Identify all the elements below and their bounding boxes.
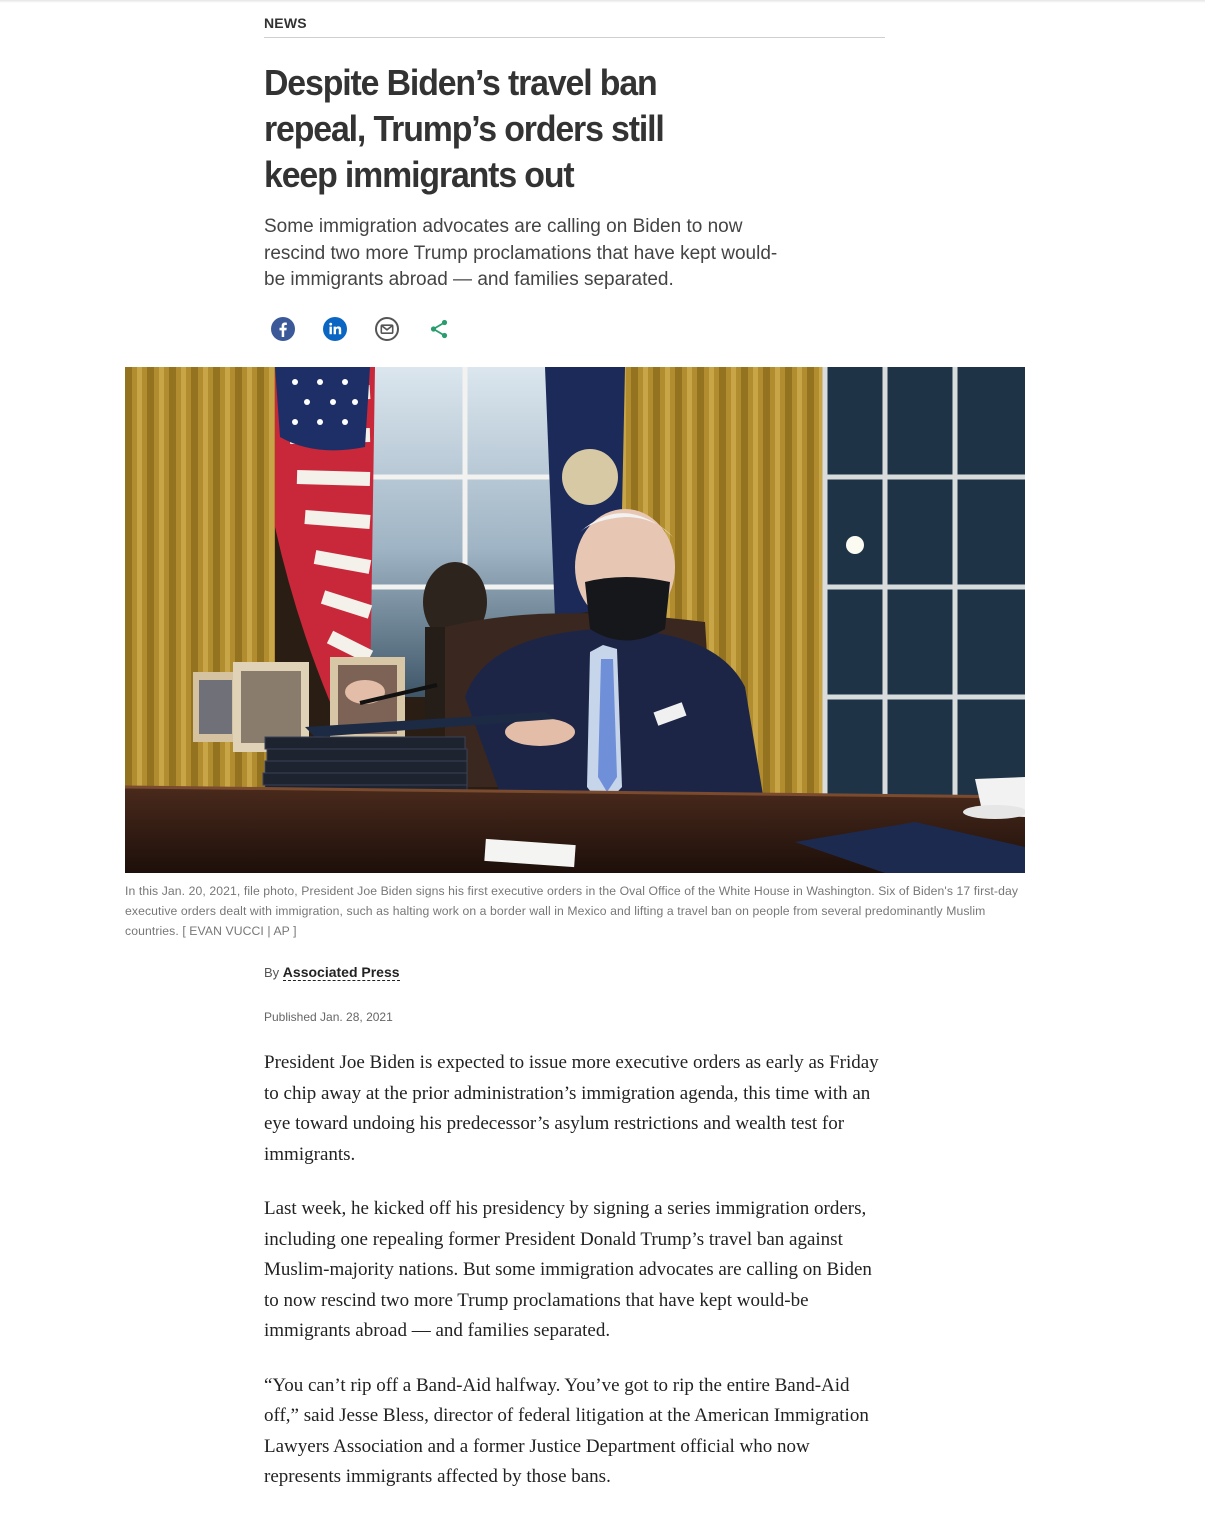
photo-caption: In this Jan. 20, 2021, file photo, President Joe Biden signs his first executive orders in the Oval Office of the White House in Washington. Six of Biden's 17 first-day executive orders dealt with immigration, such as halting work on a border wall in Mexico and lifting a travel ban on people from several predominantly Muslim countries. [ EVAN VUCCI | AP ]	[125, 884, 1019, 938]
facebook-icon	[270, 316, 296, 342]
email-share-button[interactable]	[372, 314, 402, 344]
author-link[interactable]: Associated Press	[282, 964, 400, 980]
body-paragraph: President Joe Biden is expected to issue more executive orders as early as Friday to chip away at the prior administration’s immigration agenda, this time with an eye toward undoing his predecessor’s asylum restrictions and wealth test for immigrants.	[264, 1052, 879, 1165]
oval-office-photo	[125, 367, 1025, 873]
linkedin-icon	[322, 316, 348, 342]
hero-photo	[125, 367, 1025, 873]
subheadline: Some immigration advocates are calling on Biden to now rescind two more Trump proclamations that have kept would-be immigrants abroad — and families separated.	[264, 216, 778, 290]
linkedin-share-button[interactable]	[320, 314, 350, 344]
article-body	[264, 1048, 884, 1517]
top-edge	[0, 0, 1205, 3]
body-paragraph: “You can’t rip off a Band-Aid halfway. You’ve got to rip the entire Band-Aid off,” said Jesse Bless, director of federal litigation at the American Immigration Lawyers Association and a former Justice Department official who now represents immigrants affected by those bans.	[264, 1374, 869, 1487]
share-button[interactable]	[424, 314, 454, 344]
share-icon	[427, 317, 451, 341]
section-header	[264, 12, 885, 38]
headline: Despite Biden’s travel ban repeal, Trump’s orders still keep immigrants out	[264, 62, 664, 195]
section-label[interactable]: NEWS	[264, 15, 307, 31]
share-bar	[268, 314, 476, 344]
byline-prefix: By	[264, 965, 280, 980]
email-icon	[374, 316, 400, 342]
facebook-share-button[interactable]	[268, 314, 298, 344]
published-date: Published Jan. 28, 2021	[264, 1010, 393, 1024]
body-paragraph: Last week, he kicked off his presidency by signing a series immigration orders, including one repealing former President Donald Trump’s travel ban against Muslim-majority nations. But some immigration advocates are calling on Biden to now rescind two more Trump proclamations that have kept would-be immigrants abroad — and families separated.	[264, 1198, 872, 1341]
byline	[264, 964, 400, 980]
